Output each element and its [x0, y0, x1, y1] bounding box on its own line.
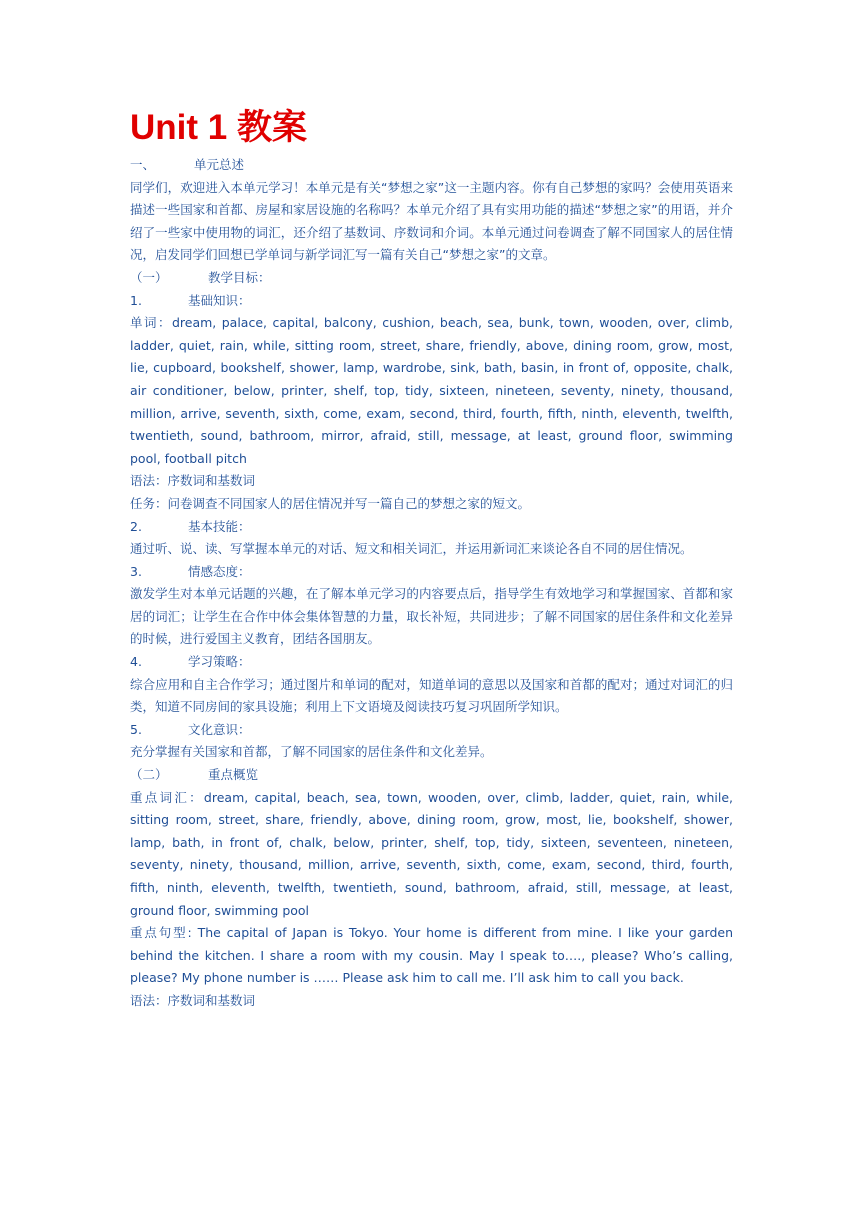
goal-heading-2 — [130, 516, 733, 539]
intro-paragraph: 同学们，欢迎进入本单元学习！本单元是有关“梦想之家”这一主题内容。你有自己梦想的家吗？会使用英语来描述一些国家和首都、房屋和家居设施的名称吗？本单元介绍了具有实用功能的描述“梦想之家”的用语，并介绍了一些家中使用物的词汇，还介绍了基数词、序数词和介词。本单元通过问卷调查了解不同国家人的居住情况，启发同学们回想已学单词与新学词汇写一篇有关自己“梦想之家”的文章。 — [130, 179, 733, 263]
task-paragraph: 任务：问卷调查不同国家人的居住情况并写一篇自己的梦想之家的短文。 — [130, 495, 531, 511]
goal-heading-3 — [130, 561, 733, 584]
subsection-heading-goals — [130, 267, 733, 290]
grammar-paragraph: 语法：序数词和基数词 — [130, 473, 256, 489]
goal-heading-4 — [130, 651, 733, 674]
page-title: Unit 1 教案 — [130, 108, 307, 147]
subsection-number: （一） — [130, 269, 168, 285]
key-vocabulary-paragraph: 重点词汇：dream, capital, beach, sea, town, wooden, over, climb, ladder, quiet, rain, while, sitting room, street, share, friendly, above, dining room, grow, most, lie, bookshelf, shower, lamp, bath, in front of, chalk, below, printer, shelf, top, tidy, sixteen, seventeen, nineteen, seventy, ninety, thousand, million, arrive, seventh, sixth, come, exam, second, third, fourth, fifth, ninth, eleventh, twelfth, twentieth, sound, bathroom, afraid, still, message, at least, ground floor, swimming pool — [130, 789, 733, 918]
vocabulary-paragraph: 单词：dream, palace, capital, balcony, cushion, beach, sea, bunk, town, wooden, over, climb, ladder, quiet, rain, while, sitting room, street, share, friendly, above, dining room, grow, most, lie, cupboard, bookshelf, shower, lamp, wardrobe, sink, bath, basin, in front of, opposite, chalk, air conditioner, below, printer, shelf, top, tidy, sixteen, nineteen, seventy, ninety, thousand, million, arrive, seventh, sixth, come, exam, second, third, fourth, fifth, ninth, eleventh, twelfth, twentieth, sound, bathroom, mirror, afraid, still, message, at least, ground floor, swimming pool, football pitch — [130, 315, 733, 466]
goal-number: 1. — [130, 292, 142, 308]
strategy-paragraph: 综合应用和自主合作学习；通过图片和单词的配对，知道单词的意思以及国家和首都的配对；通过对词汇的归类，知道不同房间的家具设施；利用上下文语境及阅读技巧复习巩固所学知识。 — [130, 676, 733, 715]
attitude-paragraph: 激发学生对本单元话题的兴趣，在了解本单元学习的内容要点后，指导学生有效地学习和掌握国家、首都和家居的词汇；让学生在合作中体会集体智慧的力量，取长补短，共同进步；了解不同国家的居住条件和文化差异的时候，进行爱国主义教育，团结各国朋友。 — [130, 586, 733, 647]
key-sentences-paragraph: 重点句型: The capital of Japan is Tokyo. Your home is different from mine. I like your garden behind the kitchen. I share a room with my cousin. May I speak to…., please? Who’s calling, please? My phone number is …… Please ask him to call me. I’ll ask him to call you back. — [130, 925, 733, 986]
subsection-title: 重点概览 — [208, 767, 259, 783]
section-title: 单元总述 — [194, 157, 245, 172]
goal-number: 4. — [130, 654, 142, 670]
subsection-title: 教学目标： — [208, 269, 271, 285]
section-number: 一、 — [130, 157, 156, 172]
culture-paragraph: 充分掌握有关国家和首都，了解不同国家的居住条件和文化差异。 — [130, 744, 493, 760]
goal-title: 情感态度： — [188, 563, 251, 579]
document-page — [130, 104, 733, 1013]
goal-title: 文化意识： — [188, 721, 251, 737]
goal-title: 基本技能： — [188, 518, 251, 534]
goal-heading-5 — [130, 719, 733, 742]
skills-paragraph: 通过听、说、读、写掌握本单元的对话、短文和相关词汇，并运用新词汇来谈论各自不同的居住情况。 — [130, 541, 693, 557]
goal-number: 3. — [130, 563, 142, 579]
goal-number: 5. — [130, 721, 142, 737]
key-grammar-paragraph: 语法：序数词和基数词 — [130, 992, 256, 1008]
goal-title: 学习策略： — [188, 654, 251, 670]
subsection-number: （二） — [130, 767, 168, 783]
goal-number: 2. — [130, 518, 142, 534]
goal-heading-1 — [130, 290, 733, 313]
subsection-heading-overview — [130, 764, 733, 787]
goal-title: 基础知识： — [188, 292, 251, 308]
section-heading — [130, 154, 733, 177]
